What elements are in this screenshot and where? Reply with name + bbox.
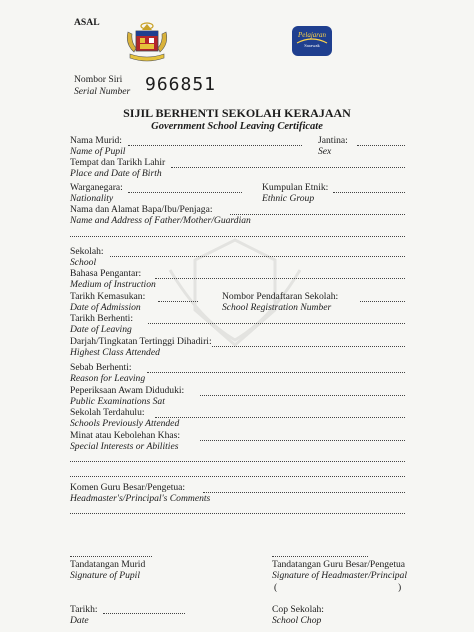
highest-class-field[interactable] (212, 346, 405, 347)
interests-extra-line-2[interactable] (70, 476, 405, 477)
sex-label: Jantina: (318, 135, 348, 146)
reason-label: Sebab Berhenti: (70, 362, 132, 373)
birth-label: Tempat dan Tarikh Lahir (70, 157, 166, 168)
admission-field[interactable] (158, 301, 198, 302)
interests-field[interactable] (200, 440, 405, 441)
name-field[interactable] (128, 145, 302, 146)
date-label: Tarikh: (70, 604, 98, 615)
serial-label-en: Serial Number (74, 86, 131, 97)
interests-label-en: Special Interests or Abilities (70, 441, 179, 452)
chop-label-en: School Chop (272, 615, 322, 626)
head-signature-line[interactable] (272, 556, 368, 557)
school-field[interactable] (110, 256, 405, 257)
medium-label: Bahasa Pengantar: (70, 268, 142, 279)
birth-label-en: Place and Date of Birth (70, 168, 162, 179)
prev-schools-field[interactable] (155, 417, 405, 418)
nationality-label: Warganegara: (70, 182, 123, 193)
interests-label: Minat atau Kebolehan Khas: (70, 430, 181, 441)
admission-label: Tarikh Kemasukan: (70, 291, 146, 302)
prev-schools-label-en: Schools Previously Attended (70, 418, 180, 429)
leaving-field[interactable] (148, 323, 405, 324)
pelajaran-sarawak-logo (291, 25, 333, 57)
serial-label-ms: Nombor Siri (74, 74, 123, 85)
nationality-field[interactable] (128, 192, 242, 193)
school-label-en: School (70, 257, 97, 268)
name-label-en: Name of Pupil (70, 146, 126, 157)
ethnic-label: Kumpulan Etnik: (262, 182, 329, 193)
reason-label-en: Reason for Leaving (70, 373, 146, 384)
registration-label: Nombor Pendaftaran Sekolah: (222, 291, 339, 302)
head-signature-label-en: Signature of Headmaster/Principal (272, 570, 408, 581)
guardian-label: Nama dan Alamat Bapa/Ibu/Penjaga: (70, 204, 213, 215)
name-label: Nama Murid: (70, 135, 122, 146)
chop-label: Cop Sekolah: (272, 604, 324, 615)
head-signature-label: Tandatangan Guru Besar/Pengetua (272, 559, 406, 570)
pupil-signature-line[interactable] (70, 556, 152, 557)
guardian-field[interactable] (230, 214, 405, 215)
leaving-label-en: Date of Leaving (70, 324, 132, 335)
registration-label-en: School Registration Number (222, 302, 332, 313)
guardian-address-line[interactable] (70, 236, 405, 237)
birth-field[interactable] (171, 167, 405, 168)
exams-label-en: Public Examinations Sat (70, 396, 165, 407)
sex-field[interactable] (357, 145, 405, 146)
badge-subtext: Sarawak (304, 43, 320, 48)
badge-text: Pelajaran (298, 31, 326, 39)
ethnic-field[interactable] (333, 192, 405, 193)
pupil-signature-label-en: Signature of Pupil (70, 570, 140, 581)
certificate-subtitle: Government School Leaving Certificate (151, 121, 323, 132)
highest-class-label: Darjah/Tingkatan Tertinggi Dihadiri: (70, 336, 212, 347)
pupil-signature-label: Tandatangan Murid (70, 559, 146, 570)
medium-field[interactable] (155, 278, 405, 279)
head-name-bracket-close: ) (398, 582, 402, 593)
comments-extra-line[interactable] (70, 513, 405, 514)
leaving-label: Tarikh Berhenti: (70, 313, 134, 324)
serial-number: 966851 (145, 74, 217, 95)
malaysia-coat-of-arms-logo (122, 20, 172, 64)
comments-label-en: Headmaster's/Principal's Comments (70, 493, 211, 504)
date-field[interactable] (103, 613, 185, 614)
head-name-bracket-open: ( (274, 582, 278, 593)
admission-label-en: Date of Admission (70, 302, 141, 313)
guardian-label-en: Name and Address of Father/Mother/Guardian (70, 215, 251, 226)
exams-label: Peperiksaan Awam Diduduki: (70, 385, 185, 396)
highest-class-label-en: Highest Class Attended (70, 347, 160, 358)
interests-extra-line-1[interactable] (70, 461, 405, 462)
reason-field[interactable] (147, 372, 405, 373)
date-label-en: Date (70, 615, 89, 626)
comments-label: Komen Guru Besar/Pengetua: (70, 482, 186, 493)
medium-label-en: Medium of Instruction (70, 279, 156, 290)
head-name-field[interactable] (284, 591, 394, 592)
nationality-label-en: Nationality (70, 193, 114, 204)
exams-field[interactable] (200, 395, 405, 396)
school-label: Sekolah: (70, 246, 104, 257)
ethnic-label-en: Ethnic Group (262, 193, 315, 204)
registration-field[interactable] (360, 301, 405, 302)
sex-label-en: Sex (318, 146, 332, 157)
certificate-title: SIJIL BERHENTI SEKOLAH KERAJAAN (123, 106, 351, 120)
comments-field[interactable] (203, 492, 405, 493)
prev-schools-label: Sekolah Terdahulu: (70, 407, 145, 418)
copy-label: ASAL (74, 17, 100, 28)
